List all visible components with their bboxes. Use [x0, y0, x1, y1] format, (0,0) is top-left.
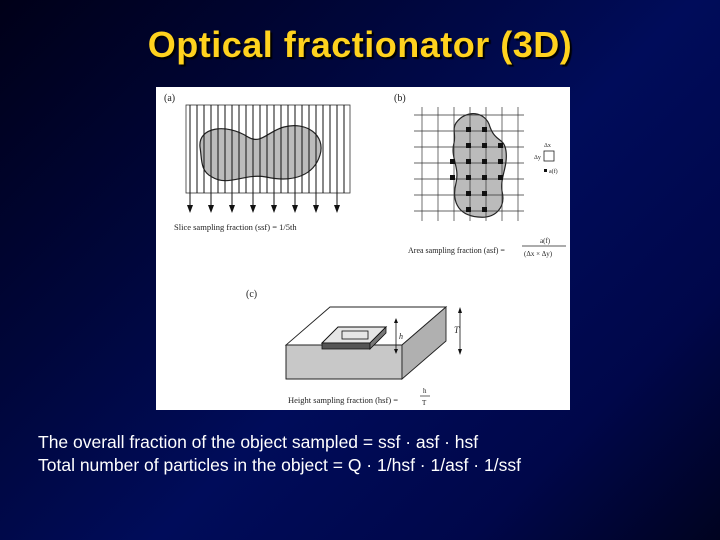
hsf-caption: Height sampling fraction (hsf) = [288, 395, 399, 405]
slide-title: Optical fractionator (3D) [147, 24, 573, 65]
box-h-label: h [399, 332, 403, 341]
grid-object-profile [453, 114, 506, 218]
counting-frame [544, 151, 554, 161]
grid-dx-label: Δx [544, 143, 551, 149]
area-sampling-grid [414, 107, 558, 221]
ssf-caption: Slice sampling fraction (ssf) = 1/5th [174, 222, 297, 232]
hsf-numerator: h [423, 387, 427, 395]
slice-sampling-diagram [186, 105, 350, 213]
grid-aframe-label: a(f) [549, 169, 558, 175]
panel-b-label: (b) [394, 93, 406, 104]
panel-a-label: (a) [164, 93, 176, 104]
asf-formula-denominator: (Δx × Δy) [524, 250, 553, 258]
grid-dy-label: Δy [534, 155, 541, 161]
stereology-figure [156, 87, 570, 410]
panel-c-label: (c) [246, 289, 258, 300]
figure-canvas [156, 87, 570, 410]
hsf-denominator: T [422, 399, 427, 407]
asf-caption: Area sampling fraction (asf) = [408, 246, 505, 255]
total-particles-line: Total number of particles in the object = Q · 1/hsf · 1/asf · 1/ssf [38, 455, 521, 475]
height-sampling-box [286, 307, 462, 379]
asf-formula-numerator: a(f) [540, 237, 551, 245]
box-t-label: T [454, 325, 460, 335]
sampled-fraction-line: The overall fraction of the object sampled = ssf · asf · hsf [38, 432, 479, 452]
slide-body [38, 431, 698, 477]
